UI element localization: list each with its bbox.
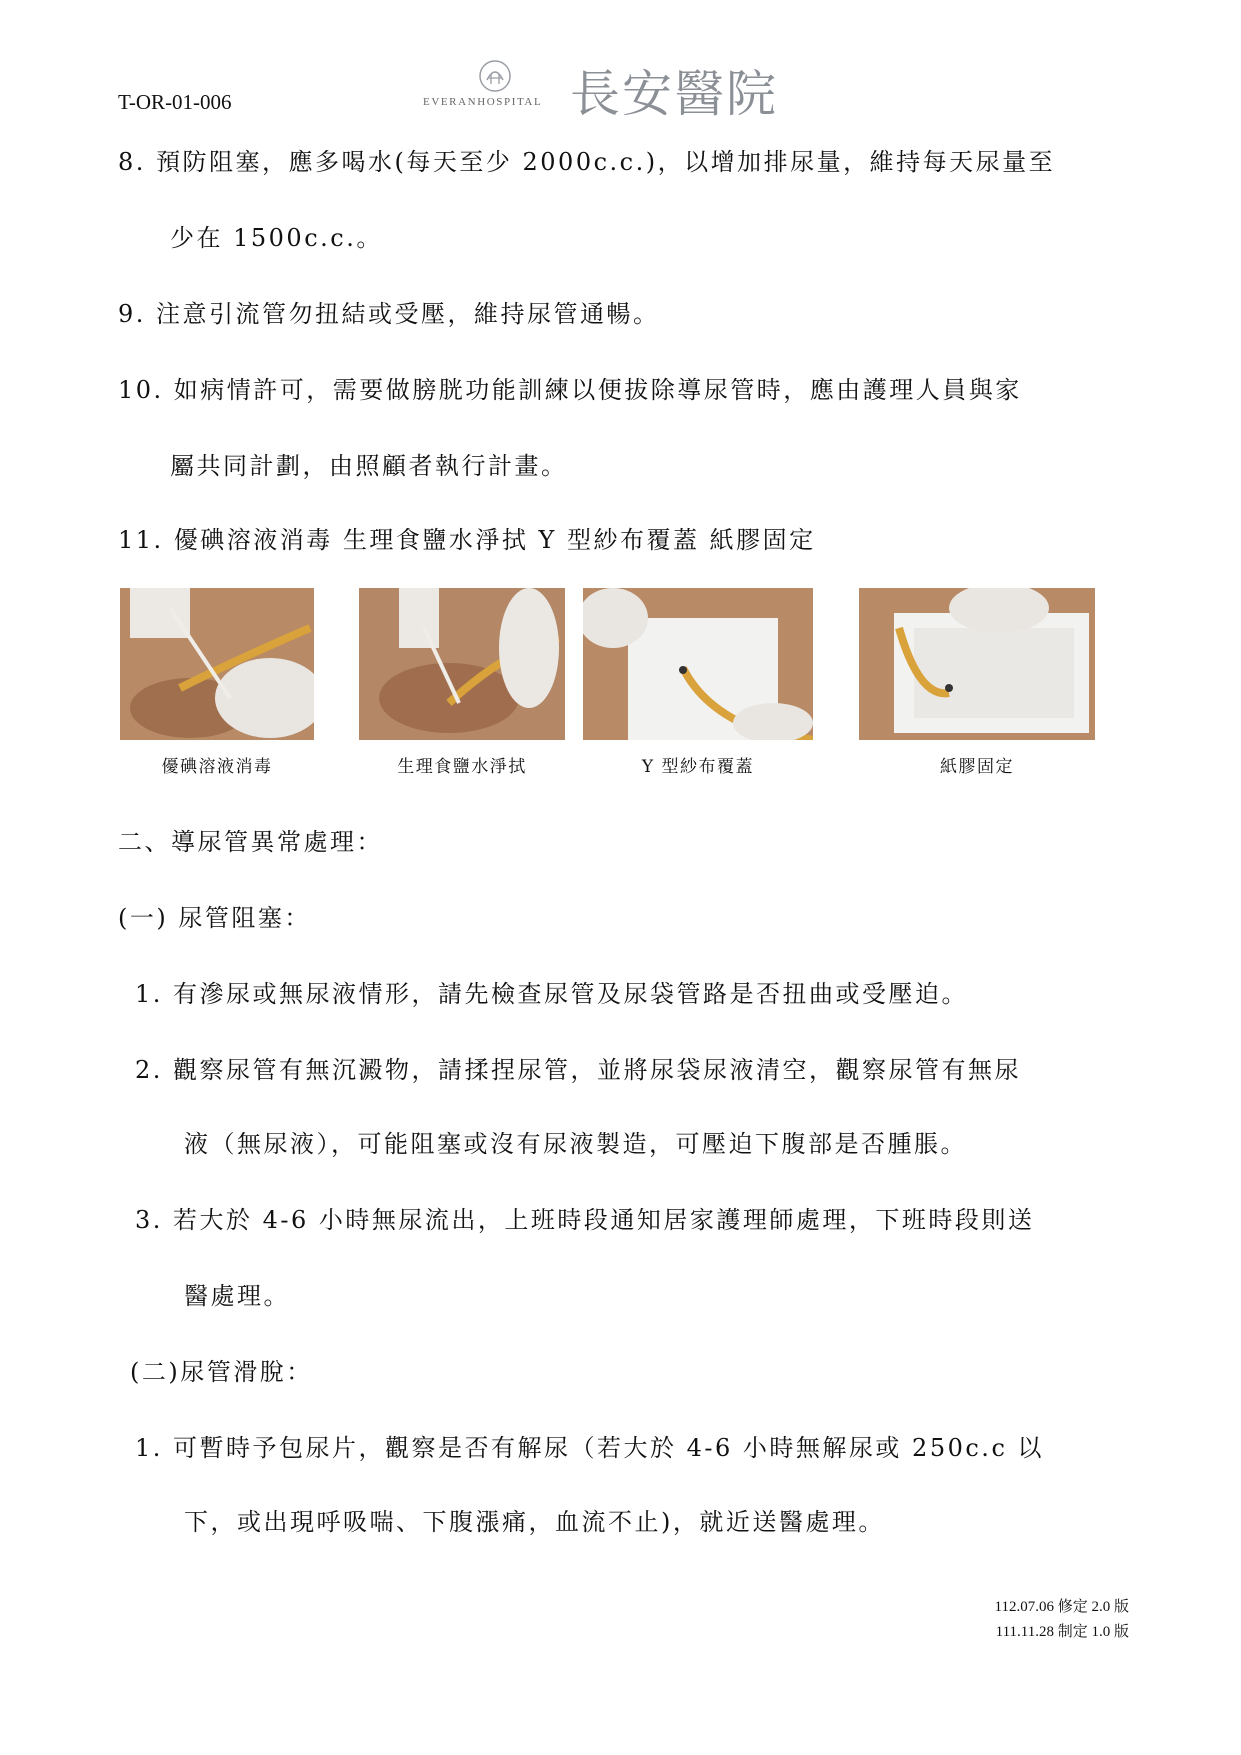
hospital-logo [415,56,835,123]
item-10-line2: 屬共同計劃，由照顧者執行計畫。 [170,452,568,480]
caption-saline: 生理食鹽水淨拭 [397,757,527,777]
hospital-emblem-icon [477,58,513,94]
sub1-item-3-line1: 3. 若大於 4-6 小時無尿流出，上班時段通知居家護理師處理，下班時段則送 [135,1206,1035,1234]
sub2-item-1-line2: 下，或出現呼吸喘、下腹漲痛，血流不止)，就近送醫處理。 [184,1508,885,1536]
subsection-2-title: (二)尿管滑脫： [130,1358,313,1386]
logo-chinese-name: 長安醫院 [570,65,778,123]
photo-saline-cleaning [359,588,565,740]
photo-y-gauze-cover [583,588,813,740]
subsection-1-title: (一) 尿管阻塞： [118,904,311,932]
photo-iodine-disinfection [120,588,314,740]
sub1-item-2-line1: 2. 觀察尿管有無沉澱物，請揉捏尿管，並將尿袋尿液清空，觀察尿管有無尿 [135,1056,1022,1084]
item-8-line1: 8. 預防阻塞，應多喝水(每天至少 2000c.c.)，以增加排尿量，維持每天尿量至 [118,148,1056,176]
photo-tape-fixation [859,588,1095,740]
revision-2: 112.07.06 修定 2.0 版 [994,1599,1129,1615]
item-8-line2: 少在 1500c.c.。 [170,224,383,252]
caption-iodine: 優碘溶液消毒 [161,757,273,777]
sub1-item-1-line1: 1. 有滲尿或無尿液情形，請先檢查尿管及尿袋管路是否扭曲或受壓迫。 [135,980,969,1008]
section-2-heading: 二、導尿管異常處理： [118,828,383,856]
logo-english-name: EVERANHOSPITAL [423,96,543,108]
caption-tape: 紙膠固定 [940,757,1014,777]
sub1-item-2-line2: 液（無尿液），可能阻塞或沒有尿液製造，可壓迫下腹部是否腫脹。 [184,1130,967,1158]
item-11-line1: 11. 優碘溶液消毒 生理食鹽水淨拭 Y 型紗布覆蓋 紙膠固定 [118,526,816,554]
item-10-line1: 10. 如病情許可，需要做膀胱功能訓練以便拔除導尿管時，應由護理人員與家 [118,376,1022,404]
document-code: T-OR-01-006 [118,90,232,114]
item-9-line1: 9. 注意引流管勿扭結或受壓，維持尿管通暢。 [118,300,660,328]
caption-y-gauze: Y 型紗布覆蓋 [641,757,755,777]
sub2-item-1-line1: 1. 可暫時予包尿片，觀察是否有解尿（若大於 4-6 小時無解尿或 250c.c 以 [135,1434,1045,1462]
revision-1: 111.11.28 制定 1.0 版 [995,1624,1129,1640]
sub1-item-3-line2: 醫處理。 [184,1282,290,1310]
